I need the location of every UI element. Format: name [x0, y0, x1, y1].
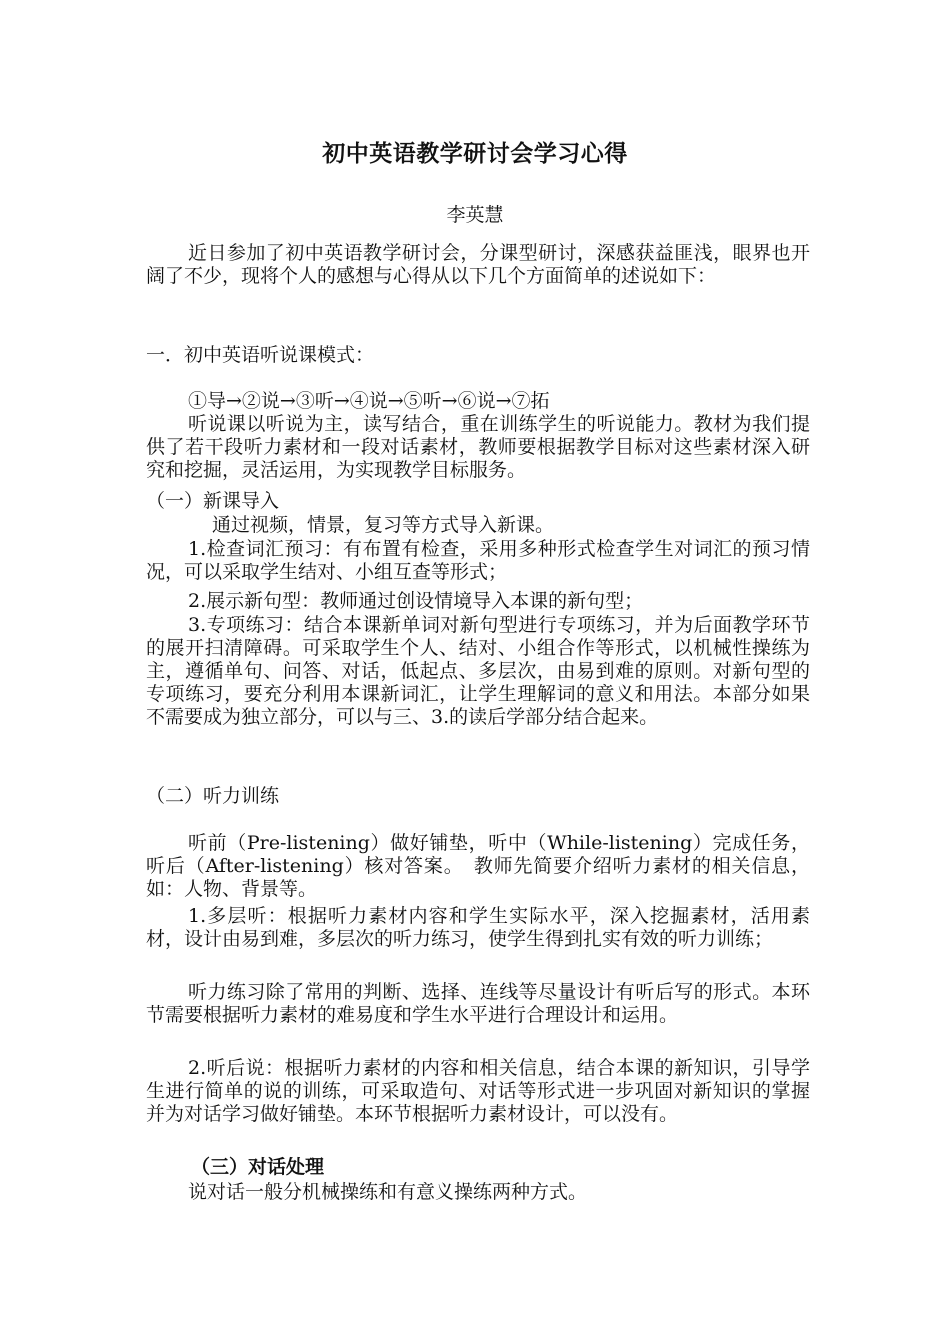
- intro-paragraph: 近日参加了初中英语教学研讨会，分课型研讨，深感获益匪浅，眼界也开阔了不少，现将个人的感想与心得从以下几个方面简单的述说如下：: [146, 242, 810, 287]
- listening-intro: 听前（Pre-listening）做好铺垫，听中（While-listening）完成任务，听后（After-listening）核对答案。 教师先简要介绍听力素材的相关信息，如：人物、背景等。: [146, 832, 810, 900]
- listening-note: 听力练习除了常用的判断、选择、连线等尽量设计有听后写的形式。本环节需要根据听力素材的难易度和学生水平进行合理设计和运用。: [146, 981, 810, 1026]
- item-special-practice: 3.专项练习：结合本课新单词对新句型进行专项练习，并为后面教学环节的展开扫清障碍。可采取学生个人、结对、小组合作等形式，以机械性操练为主，遵循单句、问答、对话，低起点、多层次，由易到难的原则。对新句型的专项练习，要充分利用本课新词汇，让学生理解词的意义和用法。本部分如果不需要成为独立部分，可以与三、3.的读后学部分结合起来。: [146, 614, 810, 728]
- subheading-dialogue: （三）对话处理: [191, 1156, 325, 1178]
- new-lesson-intro: 通过视频，情景，复习等方式导入新课。: [212, 514, 555, 536]
- item-vocabulary-check: 1.检查词汇预习：有布置有检查，采用多种形式检查学生对词汇的预习情况，可以采取学生结对、小组互查等形式；: [146, 538, 810, 583]
- listen-speak-paragraph: 听说课以听说为主，读写结合，重在训练学生的听说能力。教材为我们提供了若干段听力素材和一段对话素材，教师要根据教学目标对这些素材深入研究和挖掘，灵活运用，为实现教学目标服务。: [146, 413, 810, 481]
- dialogue-intro: 说对话一般分机械操练和有意义操练两种方式。: [188, 1181, 588, 1203]
- subheading-new-lesson: （一）新课导入: [146, 490, 280, 512]
- subheading-listening: （二）听力训练: [146, 785, 280, 807]
- item-multi-level-listening: 1.多层听：根据听力素材内容和学生实际水平，深入挖掘素材，活用素材，设计由易到难，多层次的听力练习，使学生得到扎实有效的听力训练；: [146, 905, 810, 950]
- document-title: 初中英语教学研讨会学习心得: [322, 140, 628, 167]
- item-new-sentence: 2.展示新句型：教师通过创设情境导入本课的新句型；: [188, 590, 644, 612]
- section-heading-1: 一．初中英语听说课模式：: [146, 344, 375, 366]
- item-speak-after-listening: 2.听后说：根据听力素材的内容和相关信息，结合本课的新知识，引导学生进行简单的说的训练，可采取造句、对话等形式进一步巩固对新知识的掌握并为对话学习做好铺垫。本环节根据听力素材设计，可以没有。: [146, 1057, 810, 1125]
- author-name: 李英慧: [446, 204, 504, 226]
- lesson-flow: ①导→②说→③听→④说→⑤听→⑥说→⑦拓: [188, 390, 550, 412]
